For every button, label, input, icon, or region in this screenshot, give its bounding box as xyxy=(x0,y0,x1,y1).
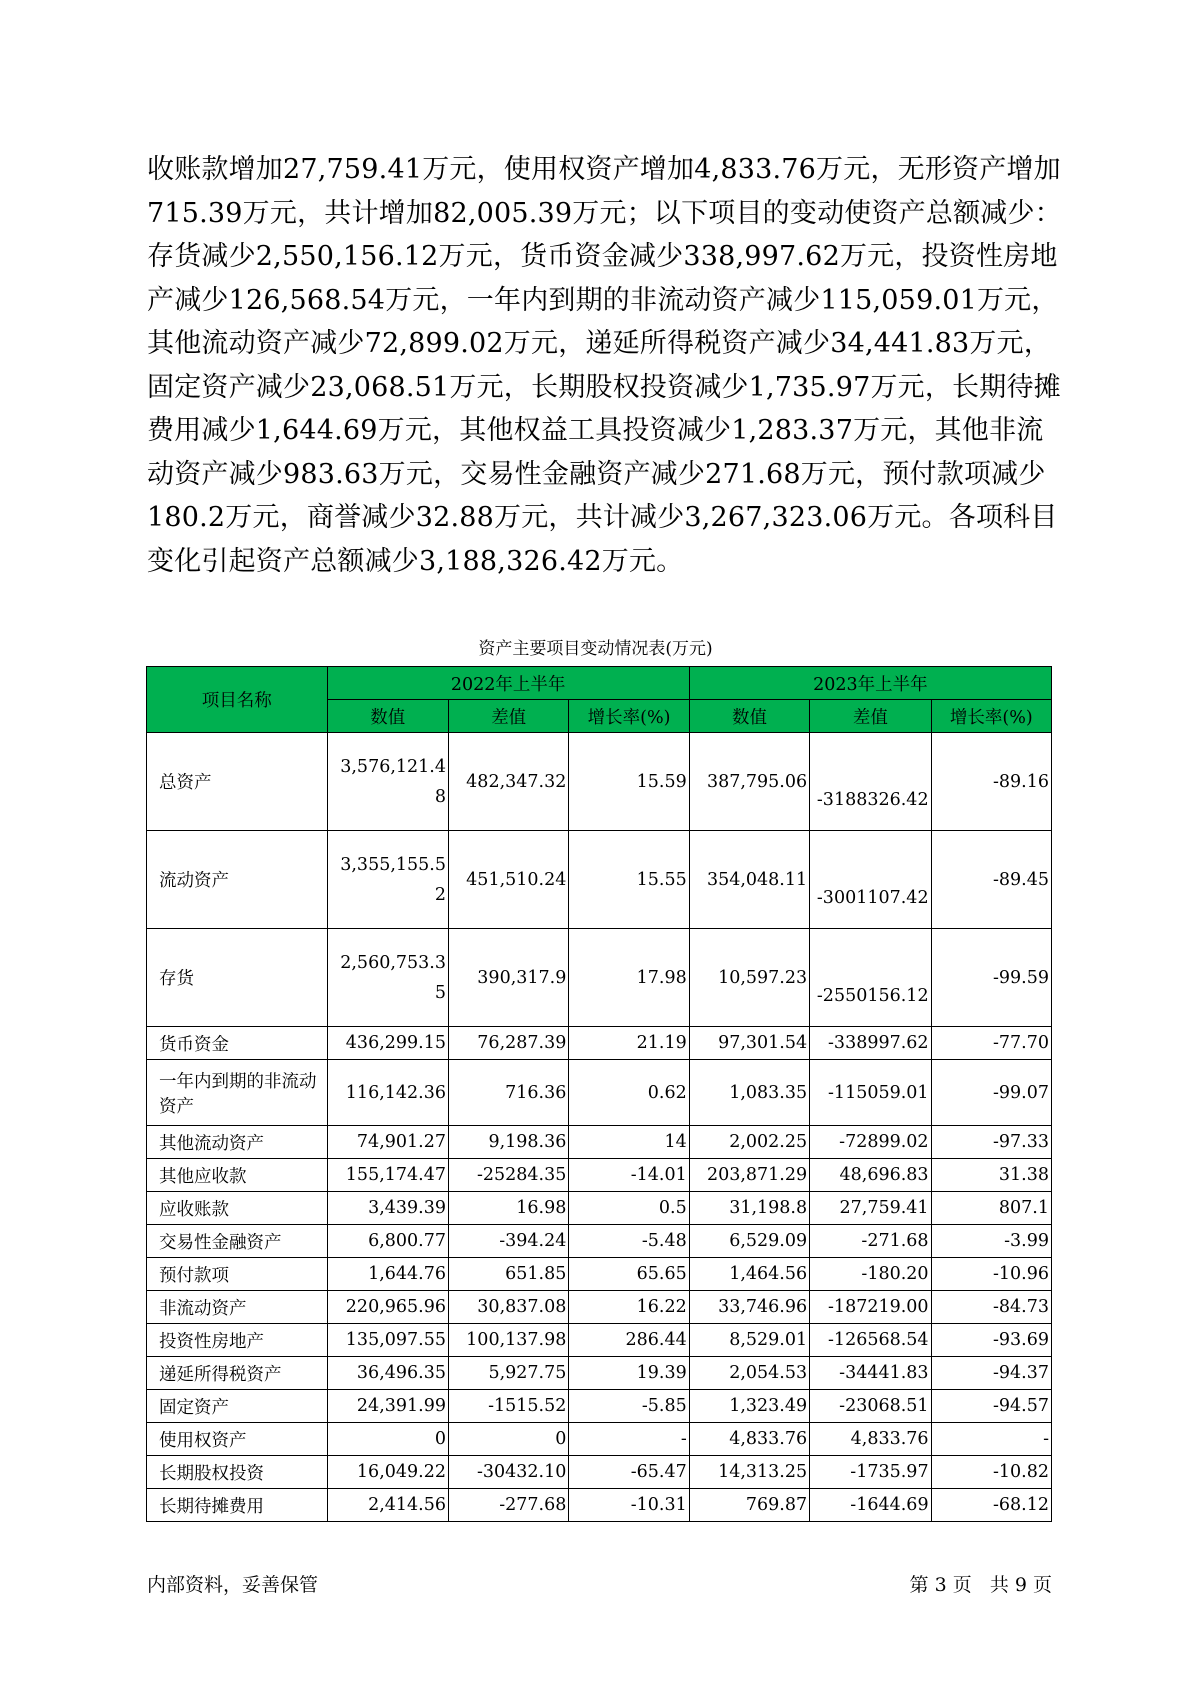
cell-diff: 716.36 xyxy=(449,1060,569,1126)
table-row xyxy=(147,1390,1052,1423)
cell-growth: -77.70 xyxy=(931,1027,1051,1060)
cell-growth: -94.57 xyxy=(931,1390,1051,1423)
cell-value: 155,174.47 xyxy=(327,1159,448,1192)
paragraph-line: 其他流动资产减少72,899.02万元，递延所得税资产减少34,441.83万元， xyxy=(147,328,1052,359)
cell-growth: 0.62 xyxy=(569,1060,689,1126)
cell-value: 436,299.15 xyxy=(327,1027,448,1060)
cell-growth: -5.48 xyxy=(569,1225,689,1258)
diff-header: 差值 xyxy=(810,700,931,733)
row-label: 其他应收款 xyxy=(147,1159,328,1192)
cell-diff: 76,287.39 xyxy=(449,1027,569,1060)
cell-growth: 15.59 xyxy=(569,733,689,831)
cell-growth: 17.98 xyxy=(569,929,689,1027)
cell-growth: -99.59 xyxy=(931,929,1051,1027)
table-row xyxy=(147,1423,1052,1456)
item-name-header: 项目名称 xyxy=(147,667,328,733)
cell-diff: 100,137.98 xyxy=(449,1324,569,1357)
paragraph-line: 180.2万元，商誉减少32.88万元，共计减少3,267,323.06万元。各项科目 xyxy=(147,502,1058,533)
cell-diff: 0 xyxy=(449,1423,569,1456)
cell-diff: -1515.52 xyxy=(449,1390,569,1423)
asset-change-table xyxy=(146,666,1052,1522)
cell-value: 10,597.23 xyxy=(689,929,809,1027)
cell-growth: -93.69 xyxy=(931,1324,1051,1357)
cell-value: 1,464.56 xyxy=(689,1258,809,1291)
row-label: 使用权资产 xyxy=(147,1423,328,1456)
cell-value: 4,833.76 xyxy=(689,1423,809,1456)
cell-value: 1,644.76 xyxy=(327,1258,448,1291)
table-row xyxy=(147,1357,1052,1390)
cell-growth: -89.16 xyxy=(931,733,1051,831)
cell-growth: -65.47 xyxy=(569,1456,689,1489)
cell-value: 2,054.53 xyxy=(689,1357,809,1390)
cell-growth: 31.38 xyxy=(931,1159,1051,1192)
cell-value: 97,301.54 xyxy=(689,1027,809,1060)
cell-growth: -89.45 xyxy=(931,831,1051,929)
cell-growth: -10.31 xyxy=(569,1489,689,1522)
footer-confidential-note: 内部资料，妥善保管 xyxy=(147,1574,319,1596)
cell-value: 769.87 xyxy=(689,1489,809,1522)
cell-value: 3,355,155.52 xyxy=(340,854,446,905)
cell-value: 2,002.25 xyxy=(689,1126,809,1159)
paragraph-line: 固定资产减少23,068.51万元，长期股权投资减少1,735.97万元，长期待摊 xyxy=(147,371,1061,403)
cell-diff: -3188326.42 xyxy=(816,789,929,810)
cell-value: 116,142.36 xyxy=(327,1060,448,1126)
table-row xyxy=(147,831,1052,929)
row-label: 长期待摊费用 xyxy=(147,1489,328,1522)
cell-value: 1,083.35 xyxy=(689,1060,809,1126)
table-row xyxy=(147,1291,1052,1324)
period-header-2023: 2023年上半年 xyxy=(689,667,1051,700)
value-header: 数值 xyxy=(327,700,448,733)
cell-growth: 0.5 xyxy=(569,1192,689,1225)
cell-diff: -2550156.12 xyxy=(816,985,929,1006)
row-label: 流动资产 xyxy=(147,831,328,929)
cell-value: 354,048.11 xyxy=(689,831,809,929)
row-label: 存货 xyxy=(147,929,328,1027)
cell-value: 31,198.8 xyxy=(689,1192,809,1225)
cell-diff: -34441.83 xyxy=(810,1357,931,1390)
value-header: 数值 xyxy=(689,700,809,733)
cell-value: 135,097.55 xyxy=(327,1324,448,1357)
cell-value: 14,313.25 xyxy=(689,1456,809,1489)
cell-diff: 4,833.76 xyxy=(810,1423,931,1456)
cell-growth: 65.65 xyxy=(569,1258,689,1291)
row-label: 投资性房地产 xyxy=(147,1324,328,1357)
cell-diff: -1735.97 xyxy=(810,1456,931,1489)
row-label: 长期股权投资 xyxy=(147,1456,328,1489)
cell-diff: 9,198.36 xyxy=(449,1126,569,1159)
row-label: 非流动资产 xyxy=(147,1291,328,1324)
cell-growth: 807.1 xyxy=(931,1192,1051,1225)
cell-value: 220,965.96 xyxy=(327,1291,448,1324)
row-label: 货币资金 xyxy=(147,1027,328,1060)
cell-diff: 48,696.83 xyxy=(810,1159,931,1192)
row-label: 应收账款 xyxy=(147,1192,328,1225)
paragraph-line: 费用减少1,644.69万元，其他权益工具投资减少1,283.37万元，其他非流 xyxy=(147,415,1044,446)
cell-value: 36,496.35 xyxy=(327,1357,448,1390)
cell-diff: 482,347.32 xyxy=(449,733,569,831)
table-row xyxy=(147,1258,1052,1291)
cell-diff: -338997.62 xyxy=(810,1027,931,1060)
cell-value: 33,746.96 xyxy=(689,1291,809,1324)
cell-growth: 16.22 xyxy=(569,1291,689,1324)
table-row xyxy=(147,1027,1052,1060)
table-row xyxy=(147,929,1052,1027)
cell-growth: -99.07 xyxy=(931,1060,1051,1126)
cell-growth: - xyxy=(931,1423,1051,1456)
cell-diff: -1644.69 xyxy=(810,1489,931,1522)
paragraph-line: 产减少126,568.54万元，一年内到期的非流动资产减少115,059.01万元， xyxy=(147,284,1059,316)
cell-diff: -23068.51 xyxy=(810,1390,931,1423)
cell-value: 2,414.56 xyxy=(327,1489,448,1522)
cell-value: 24,391.99 xyxy=(327,1390,448,1423)
cell-value: 3,576,121.48 xyxy=(340,756,446,807)
cell-growth: -84.73 xyxy=(931,1291,1051,1324)
cell-growth: - xyxy=(569,1423,689,1456)
cell-diff: 5,927.75 xyxy=(449,1357,569,1390)
cell-diff: 651.85 xyxy=(449,1258,569,1291)
growth-header: 增长率(%) xyxy=(931,700,1051,733)
table-row xyxy=(147,1126,1052,1159)
table-row xyxy=(147,1192,1052,1225)
cell-diff: -72899.02 xyxy=(810,1126,931,1159)
paragraph-line: 715.39万元，共计增加82,005.39万元；以下项目的变动使资产总额减少： xyxy=(147,197,1062,229)
table-row xyxy=(147,1489,1052,1522)
row-label: 固定资产 xyxy=(147,1390,328,1423)
table-caption: 资产主要项目变动情况表(万元) xyxy=(478,639,713,659)
row-label: 总资产 xyxy=(147,733,328,831)
table-row xyxy=(147,733,1052,831)
cell-growth: 14 xyxy=(569,1126,689,1159)
cell-value: 3,439.39 xyxy=(327,1192,448,1225)
cell-diff: -115059.01 xyxy=(810,1060,931,1126)
cell-diff: -180.20 xyxy=(810,1258,931,1291)
body-paragraph xyxy=(147,148,1062,583)
footer-page-number: 第 3 页 共 9 页 xyxy=(909,1574,1052,1596)
cell-diff: -30432.10 xyxy=(449,1456,569,1489)
paragraph-line: 收账款增加27,759.41万元，使用权资产增加4,833.76万元，无形资产增加 xyxy=(147,154,1061,185)
cell-diff: 451,510.24 xyxy=(449,831,569,929)
cell-growth: -10.82 xyxy=(931,1456,1051,1489)
cell-diff: 390,317.9 xyxy=(449,929,569,1027)
row-label: 一年内到期的非流动资产 xyxy=(147,1060,328,1126)
table-row xyxy=(147,1159,1052,1192)
cell-diff: 27,759.41 xyxy=(810,1192,931,1225)
growth-header: 增长率(%) xyxy=(569,700,689,733)
row-label: 递延所得税资产 xyxy=(147,1357,328,1390)
cell-growth: 21.19 xyxy=(569,1027,689,1060)
row-label: 交易性金融资产 xyxy=(147,1225,328,1258)
cell-growth: -10.96 xyxy=(931,1258,1051,1291)
cell-diff: 30,837.08 xyxy=(449,1291,569,1324)
cell-growth: -94.37 xyxy=(931,1357,1051,1390)
cell-diff: -25284.35 xyxy=(449,1159,569,1192)
table-row xyxy=(147,1324,1052,1357)
cell-diff: -394.24 xyxy=(449,1225,569,1258)
table-row xyxy=(147,1060,1052,1126)
row-label: 预付款项 xyxy=(147,1258,328,1291)
cell-diff: -3001107.42 xyxy=(816,887,929,908)
cell-growth: 19.39 xyxy=(569,1357,689,1390)
cell-growth: -14.01 xyxy=(569,1159,689,1192)
cell-diff: -277.68 xyxy=(449,1489,569,1522)
cell-diff: -187219.00 xyxy=(810,1291,931,1324)
cell-diff: -271.68 xyxy=(810,1225,931,1258)
cell-value: 74,901.27 xyxy=(327,1126,448,1159)
cell-value: 16,049.22 xyxy=(327,1456,448,1489)
cell-growth: -5.85 xyxy=(569,1390,689,1423)
paragraph-line: 变化引起资产总额减少3,188,326.42万元。 xyxy=(147,545,684,577)
cell-value: 0 xyxy=(327,1423,448,1456)
paragraph-line: 动资产减少983.63万元，交易性金融资产减少271.68万元，预付款项减少 xyxy=(147,458,1046,490)
cell-value: 6,800.77 xyxy=(327,1225,448,1258)
cell-growth: -68.12 xyxy=(931,1489,1051,1522)
row-label: 其他流动资产 xyxy=(147,1126,328,1159)
cell-diff: -126568.54 xyxy=(810,1324,931,1357)
cell-value: 203,871.29 xyxy=(689,1159,809,1192)
cell-growth: 15.55 xyxy=(569,831,689,929)
cell-value: 2,560,753.35 xyxy=(340,952,446,1003)
period-header-2022: 2022年上半年 xyxy=(327,667,689,700)
cell-growth: -3.99 xyxy=(931,1225,1051,1258)
cell-value: 6,529.09 xyxy=(689,1225,809,1258)
table-row xyxy=(147,1225,1052,1258)
cell-growth: -97.33 xyxy=(931,1126,1051,1159)
cell-value: 1,323.49 xyxy=(689,1390,809,1423)
cell-value: 387,795.06 xyxy=(689,733,809,831)
table-row xyxy=(147,1456,1052,1489)
cell-value: 8,529.01 xyxy=(689,1324,809,1357)
cell-diff: 16.98 xyxy=(449,1192,569,1225)
cell-growth: 286.44 xyxy=(569,1324,689,1357)
diff-header: 差值 xyxy=(449,700,569,733)
paragraph-line: 存货减少2,550,156.12万元，货币资金减少338,997.62万元，投资性房地 xyxy=(147,241,1058,272)
